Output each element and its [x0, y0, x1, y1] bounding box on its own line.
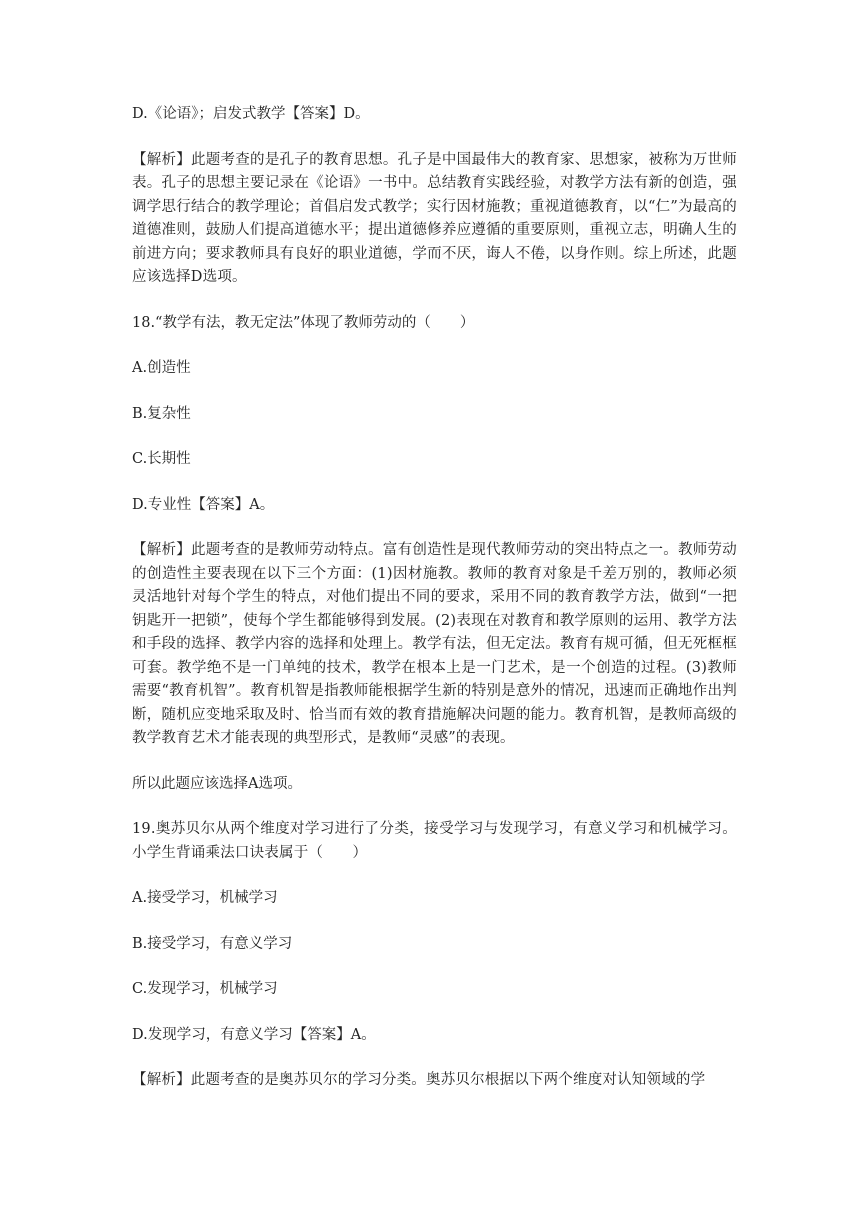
- q18-option-c: C.长期性: [132, 451, 191, 467]
- q19-option-a: A.接受学习，机械学习: [132, 890, 278, 906]
- q18-option-a: A.创造性: [132, 360, 191, 376]
- q17-option-d: D.《论语》；启发式教学【答案】D。: [132, 106, 370, 122]
- q18-option-b: B.复杂性: [132, 405, 191, 422]
- q17-analysis: 【解析】此题考查的是孔子的教育思想。孔子是中国最伟大的教育家、思想家，被称为万世师表。孔子的思想主要记录在《论语》一书中。总结教育实践经验，对教学方法有新的创造，强调学思行结合的教学理论；首倡启发式教学；实行因材施教；重视道德教育，以“仁”为最高的道德准则，鼓励人们提高道德水平；提出道德修养应遵循的重要原则，重视立志，明确人生的前进方向；要求教师具有良好的职业道德，学而不厌，诲人不倦，以身作则。综上所述，此题应该选择D选项。: [132, 151, 737, 285]
- q18-analysis: 【解析】此题考查的是教师劳动特点。富有创造性是现代教师劳动的突出特点之一。教师劳动的创造性主要表现在以下三个方面：(1)因材施教。教师的教育对象是千差万别的，教师必须灵活地针对每个学生的特点，对他们提出不同的要求，采用不同的教育教学方法，做到“一把钥匙开一把锁”，使每个学生都能够得到发展。(2)表现在对教育和教学原则的运用、教学方法和手段的选择、教学内容的选择和处理上。教学有法，但无定法。教育有规可循，但无死框框可套。教学绝不是一门单纯的技术，教学在根本上是一门艺术，是一个创造的过程。(3)教师需要“教育机智”。教育机智是指教师能根据学生新的特别是意外的情况，迅速而正确地作出判断，随机应变地采取及时、恰当而有效的教育措施解决问题的能力。教育机智，是教师高级的教学教育艺术才能表现的典型形式，是教师“灵感”的表现。: [132, 542, 737, 746]
- q19-option-c: C.发现学习，机械学习: [132, 981, 278, 997]
- document-page: [132, 103, 737, 1115]
- q19-option-b: B.接受学习，有意义学习: [132, 935, 293, 952]
- q19-option-d: D.发现学习，有意义学习【答案】A。: [132, 1026, 376, 1043]
- q18-stem: 18.“教学有法，教无定法”体现了教师劳动的（ ）: [132, 314, 475, 331]
- q19-stem: 19.奥苏贝尔从两个维度对学习进行了分类，接受学习与发现学习，有意义学习和机械学习。小学生背诵乘法口诀表属于（ ）: [132, 821, 737, 861]
- q18-option-d: D.专业性【答案】A。: [132, 496, 275, 513]
- q18-conclusion: 所以此题应该选择A选项。: [132, 775, 302, 792]
- q19-analysis: 【解析】此题考查的是奥苏贝尔的学习分类。奥苏贝尔根据以下两个维度对认知领域的学: [132, 1072, 706, 1088]
